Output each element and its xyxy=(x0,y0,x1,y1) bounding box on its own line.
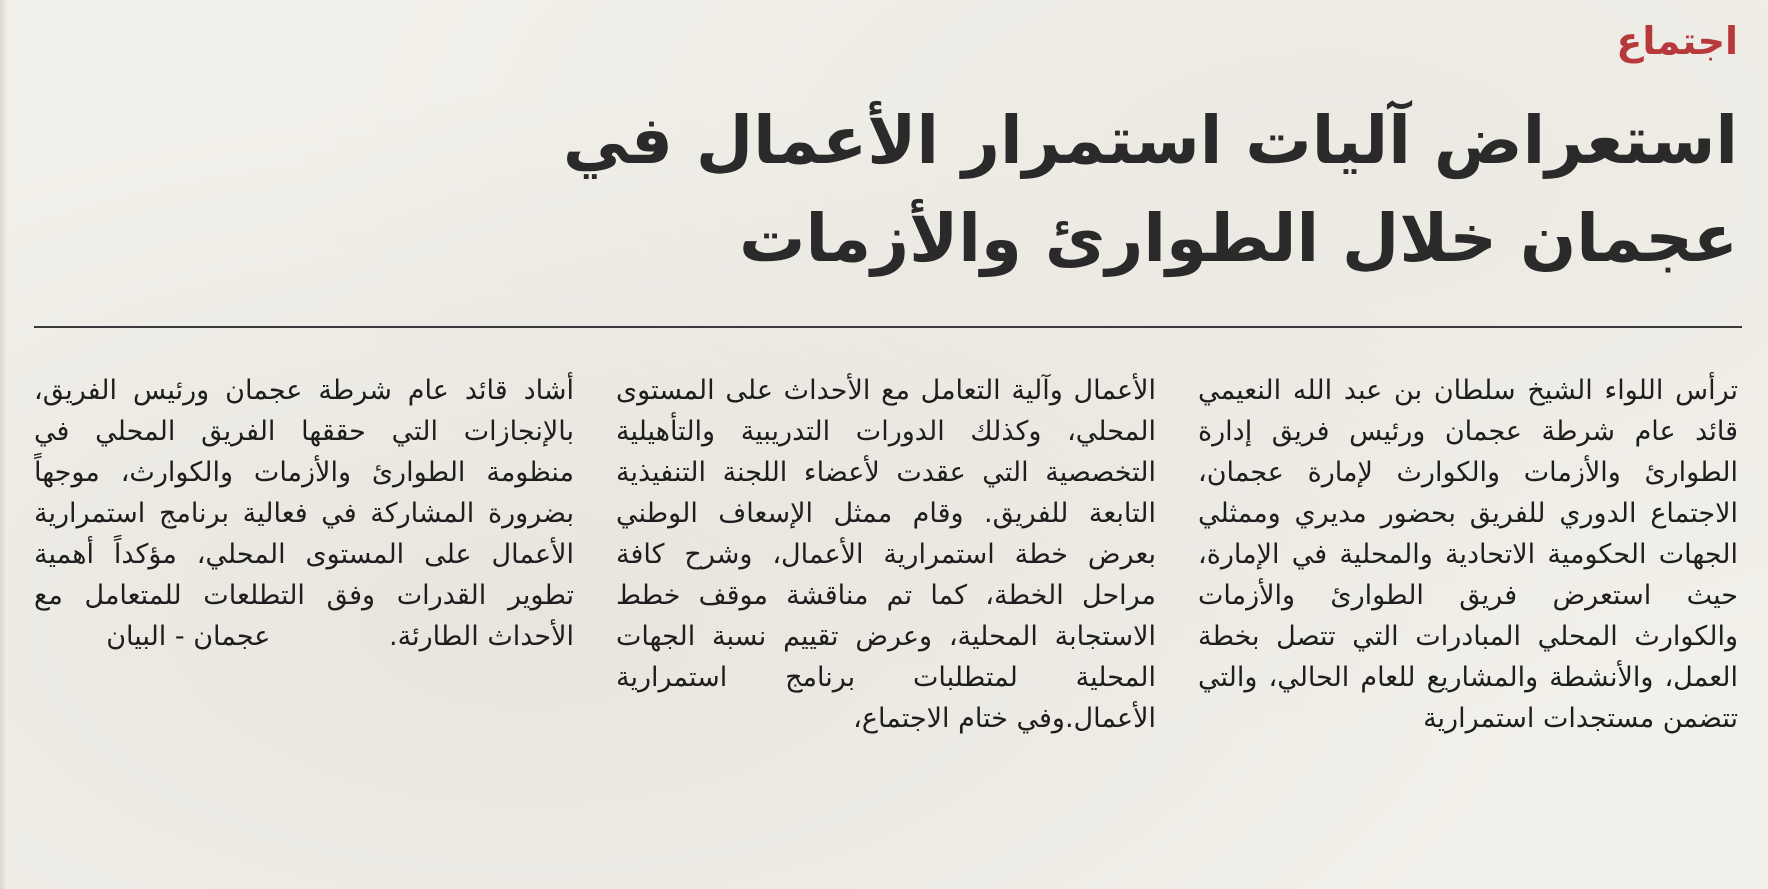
article-column-2 xyxy=(616,370,1156,875)
section-label: اجتماع xyxy=(1616,19,1738,63)
column-2-text: الأعمال وآلية التعامل مع الأحداث على المستوى المحلي، وكذلك الدورات التدريبية والتأهيلية التخصصية التي عقدت لأعضاء اللجنة التنفيذية التابعة للفريق. وقام ممثل الإسعاف الوطني بعرض خطة استمرارية الأعمال، وشرح كافة مراحل الخطة، كما تم مناقشة موقف خطط الاستجابة المحلية، وعرض تقييم نسبة الجهات المحلية لمتطلبات برنامج استمرارية الأعمال.وفي ختام الاجتماع، xyxy=(616,375,1156,734)
article-column-1 xyxy=(1198,370,1738,875)
headline: استعراض آليات استمرار الأعمال في عجمان خلال الطوارئ والأزمات xyxy=(562,102,1738,277)
page-edge-shadow xyxy=(0,0,8,889)
divider-rule xyxy=(34,326,1742,328)
column-3-text: أشاد قائد عام شرطة عجمان ورئيس الفريق، بالإنجازات التي حققها الفريق المحلي في منظومة الطوارئ والأزمات والكوارث، موجهاً بضرورة المشاركة في فعالية برنامج استمرارية الأعمال على المستوى المحلي، مؤكداً أهمية تطوير القدرات وفق التطلعات للمتعامل مع الأحداث الطارئة. xyxy=(34,375,574,652)
article-column-3 xyxy=(34,370,574,875)
column-1-text: ترأس اللواء الشيخ سلطان بن عبد الله النعيمي قائد عام شرطة عجمان ورئيس فريق إدارة الطوارئ والأزمات والكوارث لإمارة عجمان، الاجتماع الدوري للفريق بحضور مديري وممثلي الجهات الحكومية الاتحادية والمحلية في الإمارة، حيث استعرض فريق الطوارئ والأزمات والكوارث المحلي المبادرات التي تتصل بخطة العمل، والأنشطة والمشاريع للعام الحالي، والتي تتضمن مستجدات استمرارية xyxy=(1198,375,1738,734)
article-body xyxy=(28,370,1738,875)
dateline: عجمان - البيان xyxy=(106,621,271,652)
